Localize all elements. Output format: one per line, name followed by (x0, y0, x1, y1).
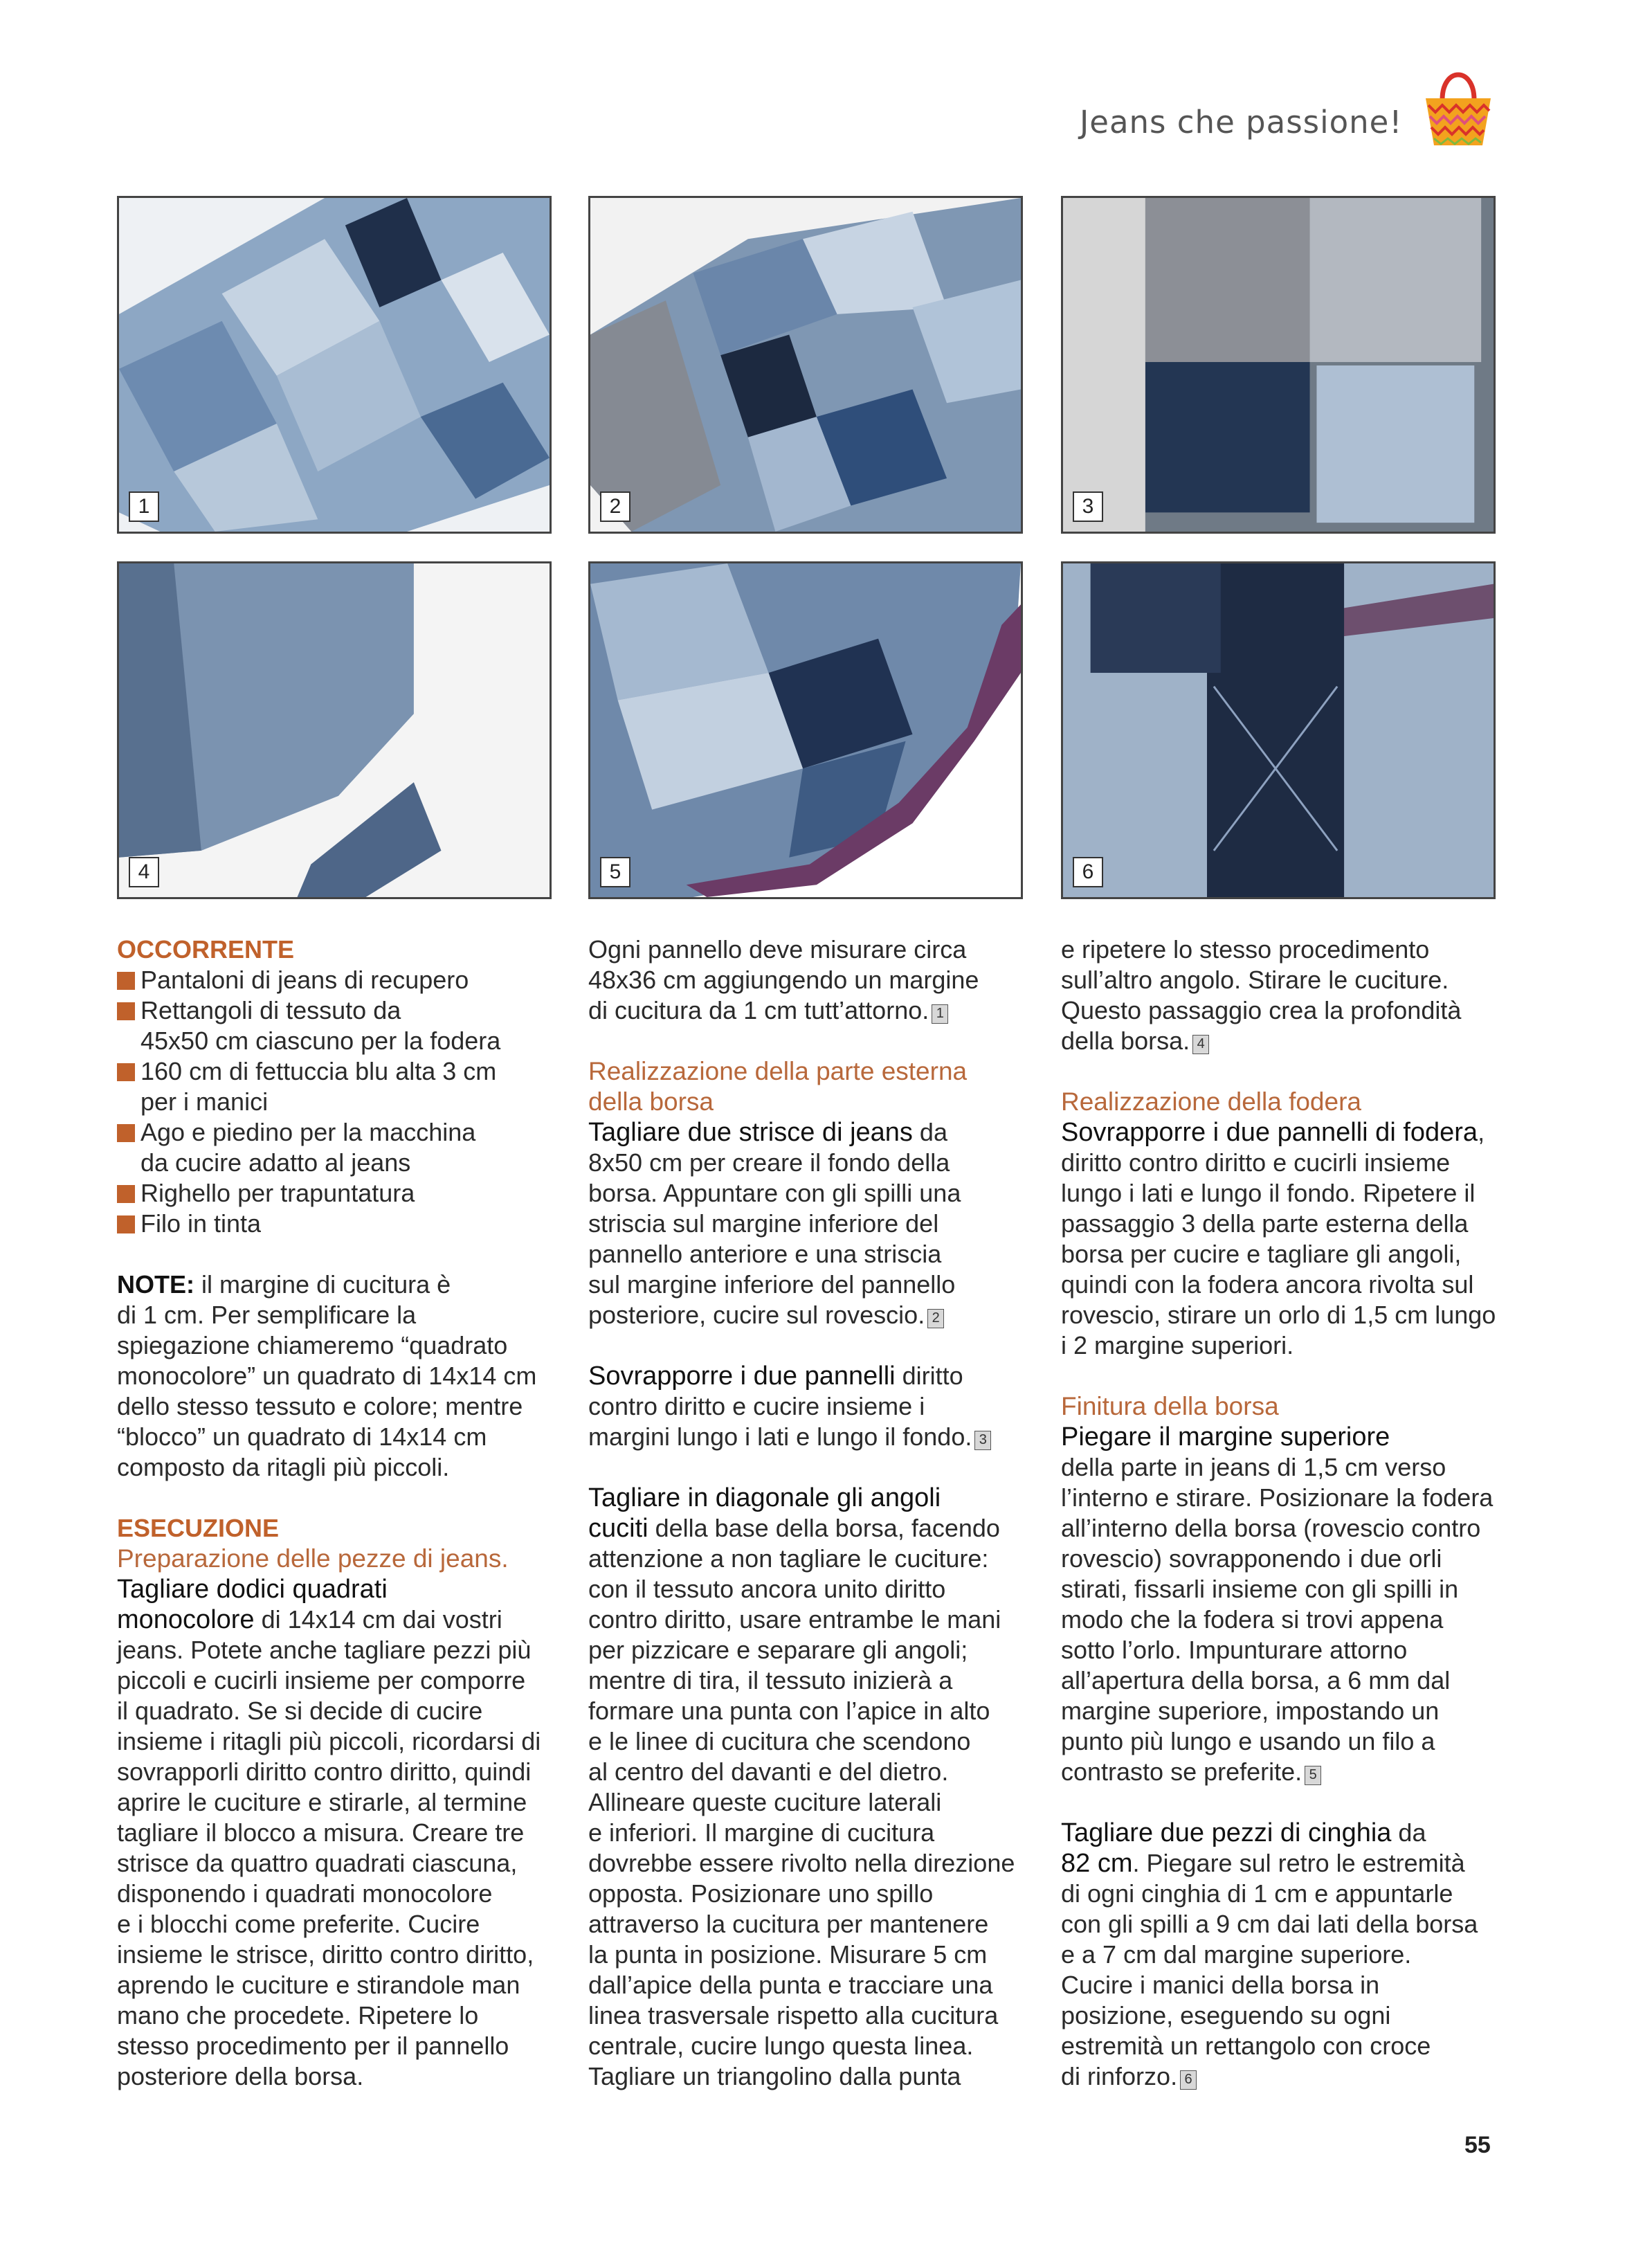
bullet-square-icon (117, 1002, 135, 1020)
photo-ref-badge: 5 (1305, 1766, 1321, 1785)
ext-subheading: Realizzazione della parte esterna (588, 1057, 968, 1085)
photo-ref-badge: 3 (974, 1431, 991, 1450)
list-item: Filo in tinta (117, 1209, 560, 1239)
step-photo-3 (1061, 196, 1496, 534)
step-photo-5 (588, 561, 1023, 899)
photo-number-badge: 6 (1073, 857, 1103, 887)
text-column-2: Ogni pannello deve misurare circa 48x36 cm aggiungendo un margine di cucitura da 1 cm tutt’attorno. 1 Realizzazione della parte esterna della borsa Tagliare due strisce di jeans da 8x50 cm per creare il fondo della borsa. Appuntare con gli spilli una striscia sul margine inferiore del pannello anteriore e una striscia sul margine inferiore del pannello posteriore, cucire sul rovescio. 2 Sovrapporre i due pannelli diritto contro diritto e cucire insieme i margini lungo i lati e lungo il fondo. 3 Tagliare in diagonale gli angoli cuciti della base della borsa, facendo attenzione a non tagliare le cuciture: con il tessuto ancora unito diritto contro diritto, usare entrambe le mani per pizzicare e separare gli angoli; mentre di tira, il tessuto inizierà a formare una punta con l’apice in alto e le linee di cucitura che scendono al centro del davanti e del dietro. Allineare queste cuciture laterali e inferiori. Il margine di cucitura dovrebbe essere rivolto nella direzione opposta. Posizionare uno spillo attraverso la cucitura per mantenere la punta in posizione. Misurare 5 cm dall’apice della punta e tracciare una linea trasversale rispetto alla cucitura centrale, cucire lungo questa linea. Tagliare un triangolino dalla punta (588, 934, 1031, 2092)
list-item: Righello per trapuntatura (117, 1178, 560, 1209)
text-column-3: e ripetere lo stesso procedimento sull’altro angolo. Stirare le cuciture. Questo passaggio crea la profondità della borsa. 4 Realizzazione della fodera Sovrapporre i due pannelli di fodera, diritto contro diritto e cucirli insieme lungo i lati e lungo il fondo. Ripetere il passaggio 3 della parte esterna della borsa per cucire e tagliare gli angoli, quindi con la fodera ancora rivolta sul rovescio, stirare un orlo di 1,5 cm lungo i 2 margine superiori. Finitura della borsa Piegare il margine superiore della parte in jeans di 1,5 cm verso l’interno e stirare. Posizionare la fodera all’interno della borsa (rovescio contro rovescio) sovrapponendo i due orli stirati, fissarli insieme con gli spilli in modo che la fodera si trovi appena sotto l’orlo. Impunturare attorno all’apertura della borsa, a 6 mm dal margine superiore, impostando un punto più lungo e usando un filo a contrasto se preferite. 5 Tagliare due pezzi di cinghia da 82 cm. Piegare sul retro le estremità di ogni cinghia di 1 cm e appuntarle con gli spilli a 9 cm dai lati della borsa e a 7 cm dal margine superiore. Cucire i manici della borsa in posizione, eseguendo su ogni estremità un rettangolo con croce di rinforzo. 6 (1061, 934, 1504, 2092)
photo-number-badge: 5 (600, 857, 630, 887)
esecuzione-heading: ESECUZIONE (117, 1514, 280, 1542)
list-item: 160 cm di fettuccia blu alta 3 cm (117, 1056, 560, 1087)
photo-number-badge: 3 (1073, 491, 1103, 522)
materials-list: Pantaloni di jeans di recupero Rettangoli di tessuto da 45x50 cm ciascuno per la fodera 160 cm di fettuccia blu alta 3 cm per i manici Ago e piedino per la macchina da cucire adatto al jeans Righello per trapuntatura Filo in tinta (117, 965, 560, 1239)
list-item: Ago e piedino per la macchina (117, 1117, 560, 1148)
photo-ref-badge: 2 (927, 1309, 944, 1328)
step-photo-4 (117, 561, 552, 899)
fodera-subheading: Realizzazione della fodera (1061, 1087, 1361, 1116)
basket-icon (1420, 60, 1496, 148)
photo-number-badge: 1 (129, 491, 159, 522)
step-photo-1 (117, 196, 552, 534)
occorrente-heading: OCCORRENTE (117, 935, 295, 964)
step-photo-2 (588, 196, 1023, 534)
bullet-square-icon (117, 1124, 135, 1142)
list-item: Rettangoli di tessuto da (117, 995, 560, 1026)
bullet-square-icon (117, 972, 135, 990)
photo-ref-badge: 1 (932, 1004, 948, 1024)
finitura-subheading: Finitura della borsa (1061, 1392, 1279, 1420)
bullet-square-icon (117, 1185, 135, 1203)
list-item: Pantaloni di jeans di recupero (117, 965, 560, 995)
photo-ref-badge: 4 (1192, 1035, 1209, 1054)
page-number: 55 (1464, 2132, 1491, 2158)
bullet-square-icon (117, 1215, 135, 1233)
prep-subheading: Preparazione delle pezze di jeans. (117, 1544, 509, 1573)
bullet-square-icon (117, 1063, 135, 1081)
note-paragraph: NOTE: il margine di cucitura è (117, 1270, 451, 1299)
page-header-title: Jeans che passione! (1080, 104, 1403, 141)
photo-number-badge: 4 (129, 857, 159, 887)
text-column-1: OCCORRENTE Pantaloni di jeans di recupero Rettangoli di tessuto da 45x50 cm ciascuno per la fodera 160 cm di fettuccia blu alta 3 cm per i manici Ago e piedino per la macchina da cucire adatto al jeans Righello per trapuntatura Filo in tinta NOTE: il margine di cucitura è di 1 cm. Per semplificare la spiegazione chiameremo “quadrato monocolore” un quadrato di 14x14 cm dello stesso tessuto e colore; mentre “blocco” un quadrato di 14x14 cm composto da ritagli più piccoli. ESECUZIONE Preparazione delle pezze di jeans. Tagliare dodici quadrati monocolore di 14x14 cm dai vostri jeans. Potete anche tagliare pezzi più piccoli e cucirli insieme per comporre il quadrato. Se si decide di cucire insieme i ritagli più piccoli, ricordarsi di sovrapporli diritto contro diritto, quindi aprire le cuciture e stirarle, al termine tagliare il blocco a misura. Creare tre strisce da quattro quadrati ciascuna, disponendo i quadrati monocolore e i blocchi come preferite. Cucire insieme le strisce, diritto contro diritto, aprendo le cuciture e stirandole man mano che procedete. Ripetere lo stesso procedimento per il pannello posteriore della borsa. (117, 934, 560, 2092)
photo-number-badge: 2 (600, 491, 630, 522)
photo-ref-badge: 6 (1180, 2070, 1197, 2090)
step-photo-6 (1061, 561, 1496, 899)
